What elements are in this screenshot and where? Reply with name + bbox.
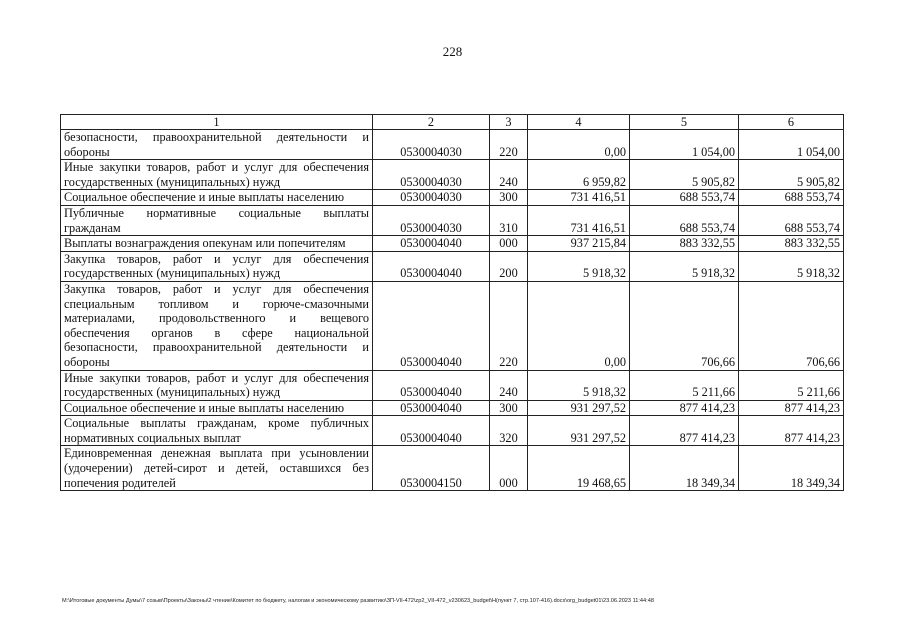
amount-col4: 731 416,51 bbox=[528, 205, 630, 235]
expense-type-code: 240 bbox=[490, 160, 528, 190]
expense-type-code: 200 bbox=[490, 251, 528, 281]
amount-col5: 1 054,00 bbox=[630, 130, 739, 160]
amount-col6: 5 211,66 bbox=[739, 370, 844, 400]
amount-col6: 5 905,82 bbox=[739, 160, 844, 190]
amount-col5: 877 414,23 bbox=[630, 416, 739, 446]
header-row bbox=[61, 115, 844, 130]
row-description: Единовременная денежная выплата при усыновлении (удочерении) детей-сирот и детей, оставшихся без попечения родителей bbox=[61, 446, 373, 491]
row-description: Публичные нормативные социальные выплаты гражданам bbox=[61, 205, 373, 235]
row-description: Закупка товаров, работ и услуг для обеспечения государственных (муниципальных) нужд bbox=[61, 251, 373, 281]
table-row bbox=[61, 416, 844, 446]
column-header: 3 bbox=[490, 115, 528, 130]
amount-col6: 877 414,23 bbox=[739, 400, 844, 416]
budget-code: 0530004040 bbox=[373, 281, 490, 370]
table-row bbox=[61, 370, 844, 400]
expense-type-code: 310 bbox=[490, 205, 528, 235]
row-description: Закупка товаров, работ и услуг для обеспечения специальным топливом и горюче-смазочными материалами, продовольственного и вещевого обеспечения органов в сфере национальной безопасности, правоохранительной деятельности и обороны bbox=[61, 281, 373, 370]
amount-col4: 0,00 bbox=[528, 281, 630, 370]
column-header: 6 bbox=[739, 115, 844, 130]
amount-col4: 931 297,52 bbox=[528, 400, 630, 416]
amount-col4: 0,00 bbox=[528, 130, 630, 160]
amount-col4: 937 215,84 bbox=[528, 236, 630, 252]
amount-col4: 931 297,52 bbox=[528, 416, 630, 446]
amount-col4: 5 918,32 bbox=[528, 251, 630, 281]
budget-table bbox=[60, 114, 844, 491]
amount-col5: 688 553,74 bbox=[630, 190, 739, 206]
amount-col5: 877 414,23 bbox=[630, 400, 739, 416]
amount-col4: 6 959,82 bbox=[528, 160, 630, 190]
budget-code: 0530004040 bbox=[373, 370, 490, 400]
table-row bbox=[61, 251, 844, 281]
budget-code: 0530004030 bbox=[373, 130, 490, 160]
budget-code: 0530004030 bbox=[373, 190, 490, 206]
amount-col5: 5 918,32 bbox=[630, 251, 739, 281]
amount-col4: 5 918,32 bbox=[528, 370, 630, 400]
table-row bbox=[61, 190, 844, 206]
column-header: 2 bbox=[373, 115, 490, 130]
page-number: 228 bbox=[442, 44, 463, 59]
amount-col4: 19 468,65 bbox=[528, 446, 630, 491]
column-header: 4 bbox=[528, 115, 630, 130]
table-row bbox=[61, 400, 844, 416]
row-description: Социальное обеспечение и иные выплаты населению bbox=[61, 190, 373, 206]
amount-col6: 877 414,23 bbox=[739, 416, 844, 446]
budget-code: 0530004150 bbox=[373, 446, 490, 491]
expense-type-code: 220 bbox=[490, 281, 528, 370]
row-description: Иные закупки товаров, работ и услуг для обеспечения государственных (муниципальных) нужд bbox=[61, 160, 373, 190]
row-description: Выплаты вознаграждения опекунам или попечителям bbox=[61, 236, 373, 252]
table-row bbox=[61, 205, 844, 235]
row-description: Иные закупки товаров, работ и услуг для обеспечения государственных (муниципальных) нужд bbox=[61, 370, 373, 400]
column-header: 1 bbox=[61, 115, 373, 130]
row-description: Социальные выплаты гражданам, кроме публичных нормативных социальных выплат bbox=[61, 416, 373, 446]
amount-col6: 1 054,00 bbox=[739, 130, 844, 160]
budget-code: 0530004040 bbox=[373, 416, 490, 446]
table-row bbox=[61, 281, 844, 370]
expense-type-code: 000 bbox=[490, 446, 528, 491]
amount-col6: 18 349,34 bbox=[739, 446, 844, 491]
expense-type-code: 320 bbox=[490, 416, 528, 446]
amount-col6: 883 332,55 bbox=[739, 236, 844, 252]
row-description: безопасности, правоохранительной деятельности и обороны bbox=[61, 130, 373, 160]
budget-code: 0530004040 bbox=[373, 251, 490, 281]
amount-col4: 731 416,51 bbox=[528, 190, 630, 206]
amount-col6: 688 553,74 bbox=[739, 190, 844, 206]
expense-type-code: 220 bbox=[490, 130, 528, 160]
budget-code: 0530004040 bbox=[373, 236, 490, 252]
amount-col5: 5 905,82 bbox=[630, 160, 739, 190]
column-header: 5 bbox=[630, 115, 739, 130]
expense-type-code: 300 bbox=[490, 190, 528, 206]
amount-col5: 883 332,55 bbox=[630, 236, 739, 252]
table-row bbox=[61, 160, 844, 190]
amount-col5: 706,66 bbox=[630, 281, 739, 370]
expense-type-code: 000 bbox=[490, 236, 528, 252]
row-description: Социальное обеспечение и иные выплаты населению bbox=[61, 400, 373, 416]
table-row bbox=[61, 130, 844, 160]
amount-col6: 5 918,32 bbox=[739, 251, 844, 281]
budget-code: 0530004030 bbox=[373, 205, 490, 235]
expense-type-code: 300 bbox=[490, 400, 528, 416]
table-row bbox=[61, 236, 844, 252]
budget-code: 0530004040 bbox=[373, 400, 490, 416]
amount-col5: 688 553,74 bbox=[630, 205, 739, 235]
table-row bbox=[61, 446, 844, 491]
expense-type-code: 240 bbox=[490, 370, 528, 400]
amount-col5: 18 349,34 bbox=[630, 446, 739, 491]
amount-col6: 706,66 bbox=[739, 281, 844, 370]
amount-col5: 5 211,66 bbox=[630, 370, 739, 400]
file-path-footer: M:\Итоговые документы Думы\7 созыв\Проекты\Законы\2 чтение\Комитет по бюджету, налогам и экономическому развитию\ЗП-VII-472\zp2_VII-472_v230623_budget\Н(пункт 7, стр.107-416).docx\org_budget01\23.06.2023 11:44:48 bbox=[62, 598, 654, 604]
budget-code: 0530004030 bbox=[373, 160, 490, 190]
amount-col6: 688 553,74 bbox=[739, 205, 844, 235]
